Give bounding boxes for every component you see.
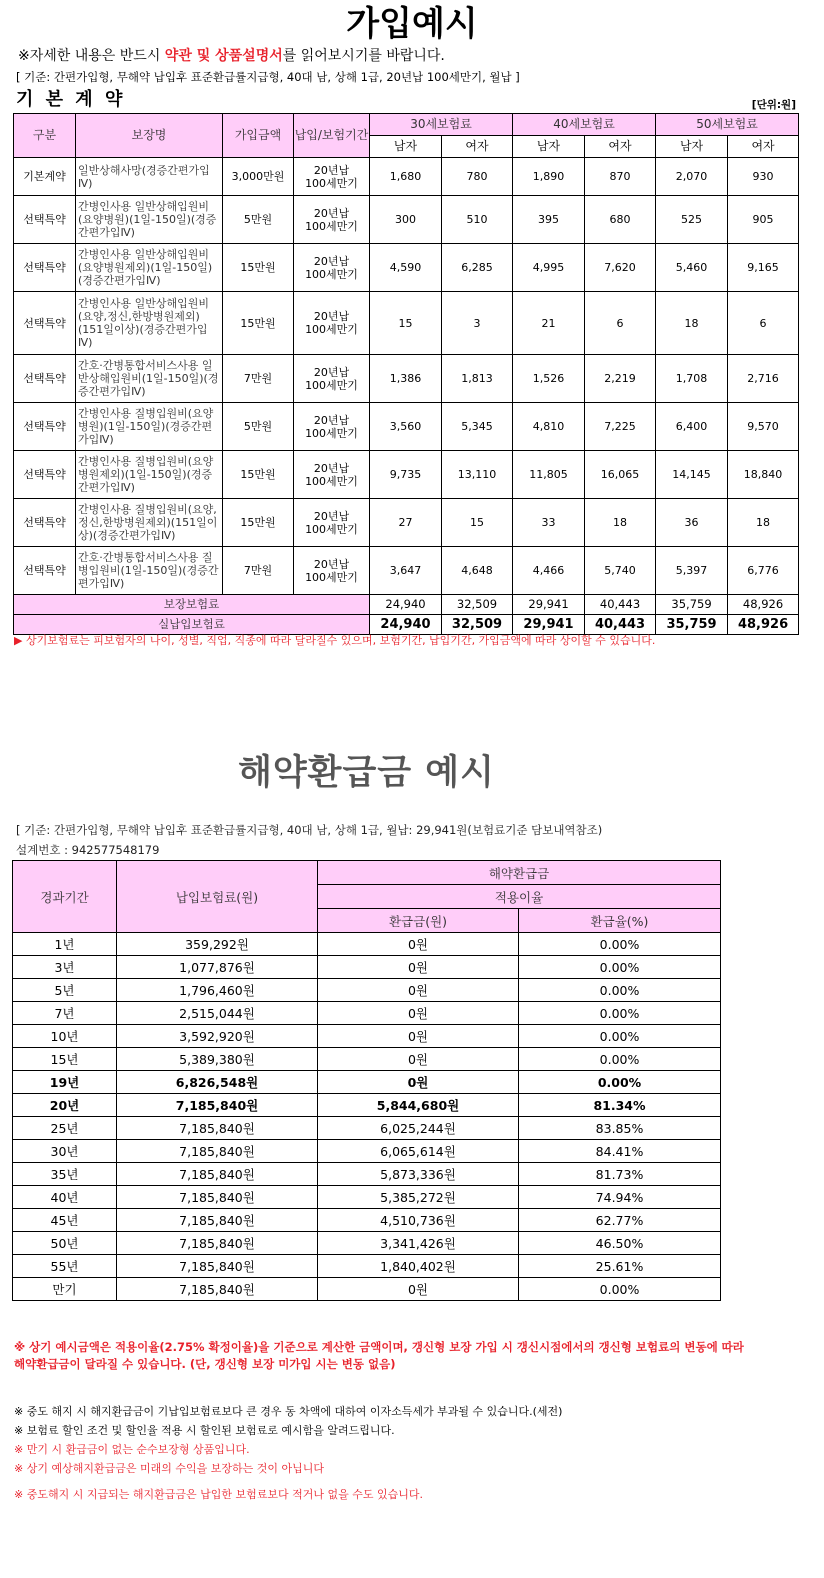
premium-value-cell: 18 xyxy=(585,499,656,547)
refund-amount-cell: 5,873,336원 xyxy=(318,1163,519,1186)
premium-value-cell: 33 xyxy=(513,499,585,547)
premium-value-cell: 27 xyxy=(370,499,442,547)
actual-total-cell: 48,926 xyxy=(728,615,799,635)
period-line: 20년납 xyxy=(313,509,350,523)
premium-value-cell: 1,680 xyxy=(370,158,442,196)
note-no-maturity: ※ 만기 시 환급금이 없는 순수보장형 상품입니다. xyxy=(14,1443,250,1456)
refund-rate-cell: 0.00% xyxy=(519,933,721,956)
header-paid: 납입보험료(원) xyxy=(117,861,318,933)
header-female: 여자 xyxy=(728,136,799,158)
premium-value-cell: 5,740 xyxy=(585,547,656,595)
premium-value-cell: 3,647 xyxy=(370,547,442,595)
coverage-name-cell: 간호·간병통합서비스사용 일반상해입원비(1일-150일)(경증간편가입Ⅳ) xyxy=(76,355,223,403)
header-age30: 30세보험료 xyxy=(370,114,513,136)
premium-value-cell: 7,225 xyxy=(585,403,656,451)
refund-amount-cell: 6,065,614원 xyxy=(318,1140,519,1163)
premium-value-cell: 15 xyxy=(370,292,442,355)
premium-total-label: 보장보험료 xyxy=(14,595,370,615)
note-no-guarantee: ※ 상기 예상해지환급금은 미래의 수익을 보장하는 것이 아닙니다 xyxy=(14,1462,324,1475)
refund-rate-cell: 0.00% xyxy=(519,1025,721,1048)
paid-cell: 3,592,920원 xyxy=(117,1025,318,1048)
paid-cell: 7,185,840원 xyxy=(117,1232,318,1255)
premium-value-cell: 2,070 xyxy=(656,158,728,196)
refund-amount-cell: 0원 xyxy=(318,1025,519,1048)
category-cell: 선택특약 xyxy=(14,451,76,499)
paid-cell: 2,515,044원 xyxy=(117,1002,318,1025)
amount-cell: 5만원 xyxy=(223,403,294,451)
refund-amount-cell: 0원 xyxy=(318,979,519,1002)
period-cell xyxy=(294,292,370,355)
actual-total-cell: 40,443 xyxy=(585,615,656,635)
period-line: 20년납 xyxy=(313,557,350,571)
paid-cell: 359,292원 xyxy=(117,933,318,956)
page-title: 가입예시 xyxy=(346,4,478,44)
premium-value-cell: 4,648 xyxy=(442,547,513,595)
header-refund-amount: 환급금(원) xyxy=(318,909,519,933)
premium-value-cell: 18 xyxy=(656,292,728,355)
paid-cell: 7,185,840원 xyxy=(117,1255,318,1278)
premium-value-cell: 4,810 xyxy=(513,403,585,451)
period-line: 100세만기 xyxy=(305,176,358,190)
category-cell: 선택특약 xyxy=(14,547,76,595)
category-cell: 선택특약 xyxy=(14,244,76,292)
category-cell: 선택특약 xyxy=(14,499,76,547)
paid-cell: 7,185,840원 xyxy=(117,1209,318,1232)
refund-amount-cell: 5,385,272원 xyxy=(318,1186,519,1209)
basis-text: [ 기준: 간편가입형, 무해약 납입후 표준환급률지급형, 40대 남, 상해 1급, 20년납 100세만기, 월납 ] xyxy=(16,70,520,84)
refund-rate-cell: 74.94% xyxy=(519,1186,721,1209)
premium-total-cell: 35,759 xyxy=(656,595,728,615)
coverage-name-cell: 간병인사용 일반상해입원비(요양병원제외)(1일-150일)(경증간편가입Ⅳ) xyxy=(76,244,223,292)
premium-row xyxy=(14,451,799,499)
header-age40: 40세보험료 xyxy=(513,114,656,136)
premium-value-cell: 1,890 xyxy=(513,158,585,196)
premium-value-cell: 3,560 xyxy=(370,403,442,451)
section-title: 기 본 계 약 xyxy=(16,89,126,110)
premium-row xyxy=(14,403,799,451)
refund-warning xyxy=(14,1339,744,1373)
header-elapsed: 경과기간 xyxy=(13,861,117,933)
refund-rate-cell: 83.85% xyxy=(519,1117,721,1140)
premium-total-cell: 24,940 xyxy=(370,595,442,615)
premium-value-cell: 6 xyxy=(585,292,656,355)
period-line: 100세만기 xyxy=(305,323,358,336)
refund-row xyxy=(13,1117,721,1140)
period-line: 100세만기 xyxy=(305,267,358,281)
actual-total-cell: 35,759 xyxy=(656,615,728,635)
premium-value-cell: 1,386 xyxy=(370,355,442,403)
premium-total-cell: 32,509 xyxy=(442,595,513,615)
actual-total-cell: 29,941 xyxy=(513,615,585,635)
elapsed-cell: 55년 xyxy=(13,1255,117,1278)
premium-row xyxy=(14,244,799,292)
amount-cell: 3,000만원 xyxy=(223,158,294,196)
premium-total-cell: 48,926 xyxy=(728,595,799,615)
refund-rate-cell: 0.00% xyxy=(519,979,721,1002)
elapsed-cell: 20년 xyxy=(13,1094,117,1117)
period-line: 100세만기 xyxy=(305,219,358,233)
refund-warning-line: 해약환급금이 달라질 수 있습니다. (단, 갱신형 보장 미가입 시는 변동 없음) xyxy=(14,1357,396,1371)
actual-total-cell: 32,509 xyxy=(442,615,513,635)
notice-post: 를 읽어보시기를 바랍니다. xyxy=(282,48,445,64)
header-category: 구분 xyxy=(14,114,76,158)
refund-amount-cell: 0원 xyxy=(318,1048,519,1071)
elapsed-cell: 19년 xyxy=(13,1071,117,1094)
elapsed-cell: 25년 xyxy=(13,1117,117,1140)
coverage-name-cell: 간호·간병통합서비스사용 질병입원비(1일-150일)(경증간편가입Ⅳ) xyxy=(76,547,223,595)
elapsed-cell: 1년 xyxy=(13,933,117,956)
refund-row xyxy=(13,1232,721,1255)
header-age50: 50세보험료 xyxy=(656,114,799,136)
paid-cell: 7,185,840원 xyxy=(117,1094,318,1117)
header-refund: 해약환급금 xyxy=(318,861,721,885)
elapsed-cell: 7년 xyxy=(13,1002,117,1025)
refund-amount-cell: 4,510,736원 xyxy=(318,1209,519,1232)
premium-value-cell: 905 xyxy=(728,196,799,244)
period-line: 20년납 xyxy=(313,310,350,323)
premium-total-cell: 40,443 xyxy=(585,595,656,615)
refund-row xyxy=(13,1025,721,1048)
amount-cell: 7만원 xyxy=(223,547,294,595)
period-line: 100세만기 xyxy=(305,426,358,440)
refund-amount-cell: 3,341,426원 xyxy=(318,1232,519,1255)
premium-value-cell: 6,400 xyxy=(656,403,728,451)
note-less-refund: ※ 중도해지 시 지급되는 해지환급금은 납입한 보험료보다 적거나 없을 수도 있습니다. xyxy=(14,1488,423,1501)
category-cell: 선택특약 xyxy=(14,196,76,244)
period-cell xyxy=(294,158,370,196)
premium-value-cell: 510 xyxy=(442,196,513,244)
period-line: 100세만기 xyxy=(305,522,358,536)
refund-rate-cell: 0.00% xyxy=(519,1002,721,1025)
refund-rate-cell: 0.00% xyxy=(519,956,721,979)
premium-value-cell: 18 xyxy=(728,499,799,547)
category-cell: 선택특약 xyxy=(14,403,76,451)
premium-table xyxy=(13,113,799,635)
period-line: 20년납 xyxy=(313,365,350,379)
design-number: 설계번호 : 942577548179 xyxy=(16,843,160,857)
refund-row xyxy=(13,956,721,979)
premium-value-cell: 36 xyxy=(656,499,728,547)
elapsed-cell: 35년 xyxy=(13,1163,117,1186)
coverage-name-cell: 일반상해사망(경증간편가입Ⅳ) xyxy=(76,158,223,196)
premium-value-cell: 1,708 xyxy=(656,355,728,403)
premium-value-cell: 16,065 xyxy=(585,451,656,499)
refund-amount-cell: 0원 xyxy=(318,1071,519,1094)
refund-row xyxy=(13,1094,721,1117)
period-cell xyxy=(294,403,370,451)
premium-value-cell: 5,345 xyxy=(442,403,513,451)
refund-rate-cell: 46.50% xyxy=(519,1232,721,1255)
amount-cell: 7만원 xyxy=(223,355,294,403)
amount-cell: 15만원 xyxy=(223,451,294,499)
premium-value-cell: 9,570 xyxy=(728,403,799,451)
header-female: 여자 xyxy=(585,136,656,158)
premium-value-cell: 780 xyxy=(442,158,513,196)
period-line: 100세만기 xyxy=(305,570,358,584)
notice-highlight: 약관 및 상품설명서 xyxy=(164,48,283,64)
refund-rate-cell: 0.00% xyxy=(519,1048,721,1071)
refund-rate-cell: 84.41% xyxy=(519,1140,721,1163)
paid-cell: 7,185,840원 xyxy=(117,1140,318,1163)
period-line: 20년납 xyxy=(313,254,350,268)
premium-value-cell: 6,776 xyxy=(728,547,799,595)
refund-row xyxy=(13,933,721,956)
refund-amount-cell: 0원 xyxy=(318,1278,519,1301)
category-cell: 기본계약 xyxy=(14,158,76,196)
premium-value-cell: 3 xyxy=(442,292,513,355)
elapsed-cell: 만기 xyxy=(13,1278,117,1301)
header-male: 남자 xyxy=(513,136,585,158)
premium-value-cell: 680 xyxy=(585,196,656,244)
header-amount: 가입금액 xyxy=(223,114,294,158)
elapsed-cell: 50년 xyxy=(13,1232,117,1255)
period-cell xyxy=(294,451,370,499)
premium-value-cell: 4,590 xyxy=(370,244,442,292)
refund-rate-cell: 62.77% xyxy=(519,1209,721,1232)
coverage-name-cell: 간병인사용 질병입원비(요양,정신,한방병원제외)(151일이상)(경증간편가입Ⅳ) xyxy=(76,499,223,547)
refund-row xyxy=(13,1071,721,1094)
note-tax: ※ 중도 해지 시 해지환급금이 기납입보험료보다 큰 경우 동 차액에 대하여 이자소득세가 부과될 수 있습니다.(세전) xyxy=(14,1405,563,1418)
premium-value-cell: 2,716 xyxy=(728,355,799,403)
header-coverage: 보장명 xyxy=(76,114,223,158)
premium-total-cell: 29,941 xyxy=(513,595,585,615)
actual-total-cell: 24,940 xyxy=(370,615,442,635)
period-line: 20년납 xyxy=(313,163,350,177)
premium-value-cell: 5,460 xyxy=(656,244,728,292)
refund-amount-cell: 5,844,680원 xyxy=(318,1094,519,1117)
premium-row xyxy=(14,158,799,196)
header-refund-rate: 환급율(%) xyxy=(519,909,721,933)
period-line: 100세만기 xyxy=(305,474,358,488)
premium-value-cell: 7,620 xyxy=(585,244,656,292)
premium-row xyxy=(14,292,799,355)
elapsed-cell: 15년 xyxy=(13,1048,117,1071)
refund-row xyxy=(13,1186,721,1209)
refund-basis-text: [ 기준: 간편가입형, 무해약 납입후 표준환급률지급형, 40대 남, 상해 1급, 월납: 29,941원(보험료기준 담보내역참조) xyxy=(16,823,603,837)
premium-value-cell: 18,840 xyxy=(728,451,799,499)
paid-cell: 7,185,840원 xyxy=(117,1186,318,1209)
category-cell: 선택특약 xyxy=(14,292,76,355)
refund-amount-cell: 0원 xyxy=(318,933,519,956)
header-male: 남자 xyxy=(370,136,442,158)
paid-cell: 1,077,876원 xyxy=(117,956,318,979)
elapsed-cell: 10년 xyxy=(13,1025,117,1048)
period-line: 20년납 xyxy=(313,413,350,427)
period-cell xyxy=(294,355,370,403)
premium-value-cell: 2,219 xyxy=(585,355,656,403)
period-cell xyxy=(294,547,370,595)
refund-row xyxy=(13,1209,721,1232)
refund-row xyxy=(13,1163,721,1186)
refund-rate-cell: 0.00% xyxy=(519,1071,721,1094)
refund-warning-line: ※ 상기 예시금액은 적용이율(2.75% 확정이율)을 기준으로 계산한 금액이며, 갱신형 보장 가입 시 갱신시점에서의 갱신형 보험료의 변동에 따라 xyxy=(14,1340,744,1354)
premium-value-cell: 15 xyxy=(442,499,513,547)
premium-value-cell: 14,145 xyxy=(656,451,728,499)
period-cell xyxy=(294,244,370,292)
period-line: 100세만기 xyxy=(305,378,358,392)
premium-value-cell: 300 xyxy=(370,196,442,244)
refund-amount-cell: 1,840,402원 xyxy=(318,1255,519,1278)
premium-value-cell: 5,397 xyxy=(656,547,728,595)
amount-cell: 15만원 xyxy=(223,499,294,547)
refund-amount-cell: 0원 xyxy=(318,956,519,979)
premium-value-cell: 4,466 xyxy=(513,547,585,595)
premium-value-cell: 13,110 xyxy=(442,451,513,499)
premium-row xyxy=(14,547,799,595)
category-cell: 선택특약 xyxy=(14,355,76,403)
premium-value-cell: 1,813 xyxy=(442,355,513,403)
refund-rate-cell: 81.34% xyxy=(519,1094,721,1117)
actual-total-label: 실납입보험료 xyxy=(14,615,370,635)
header-female: 여자 xyxy=(442,136,513,158)
premium-row xyxy=(14,499,799,547)
header-period: 납입/보험기간 xyxy=(294,114,370,158)
refund-rate-cell: 0.00% xyxy=(519,1278,721,1301)
coverage-name-cell: 간병인사용 일반상해입원비(요양병원)(1일-150일)(경증간편가입Ⅳ) xyxy=(76,196,223,244)
premium-value-cell: 930 xyxy=(728,158,799,196)
period-line: 20년납 xyxy=(313,206,350,220)
premium-value-cell: 395 xyxy=(513,196,585,244)
notice-pre: ※자세한 내용은 반드시 xyxy=(18,48,165,64)
period-cell xyxy=(294,499,370,547)
amount-cell: 5만원 xyxy=(223,196,294,244)
refund-rate-cell: 81.73% xyxy=(519,1163,721,1186)
refund-row xyxy=(13,979,721,1002)
notice-text xyxy=(18,47,445,65)
refund-row xyxy=(13,1140,721,1163)
header-rate-applied: 적용이율 xyxy=(318,885,721,909)
amount-cell: 15만원 xyxy=(223,292,294,355)
premium-value-cell: 4,995 xyxy=(513,244,585,292)
premium-footnote: ▶ 상기보험료는 피보험자의 나이, 성별, 직업, 직종에 따라 달라질수 있으며, 보험기간, 납입기간, 가입금액에 따라 상이할 수 있습니다. xyxy=(14,634,656,647)
paid-cell: 7,185,840원 xyxy=(117,1278,318,1301)
elapsed-cell: 5년 xyxy=(13,979,117,1002)
refund-row xyxy=(13,1048,721,1071)
premium-value-cell: 9,165 xyxy=(728,244,799,292)
paid-cell: 6,826,548원 xyxy=(117,1071,318,1094)
paid-cell: 7,185,840원 xyxy=(117,1163,318,1186)
premium-value-cell: 21 xyxy=(513,292,585,355)
coverage-name-cell: 간병인사용 일반상해입원비(요양,정신,한방병원제외)(151일이상)(경증간편가입Ⅳ) xyxy=(76,292,223,355)
elapsed-cell: 30년 xyxy=(13,1140,117,1163)
premium-value-cell: 6,285 xyxy=(442,244,513,292)
elapsed-cell: 40년 xyxy=(13,1186,117,1209)
premium-value-cell: 1,526 xyxy=(513,355,585,403)
premium-value-cell: 6 xyxy=(728,292,799,355)
paid-cell: 7,185,840원 xyxy=(117,1117,318,1140)
premium-value-cell: 870 xyxy=(585,158,656,196)
premium-row xyxy=(14,355,799,403)
premium-value-cell: 9,735 xyxy=(370,451,442,499)
unit-label: [단위:원] xyxy=(751,99,796,111)
premium-value-cell: 525 xyxy=(656,196,728,244)
refund-table xyxy=(12,860,721,1301)
coverage-name-cell: 간병인사용 질병입원비(요양병원)(1일-150일)(경증간편가입Ⅳ) xyxy=(76,403,223,451)
refund-title: 해약환급금 예시 xyxy=(238,753,495,793)
refund-amount-cell: 0원 xyxy=(318,1002,519,1025)
paid-cell: 1,796,460원 xyxy=(117,979,318,1002)
elapsed-cell: 3년 xyxy=(13,956,117,979)
premium-value-cell: 11,805 xyxy=(513,451,585,499)
refund-row xyxy=(13,1278,721,1301)
refund-row xyxy=(13,1255,721,1278)
coverage-name-cell: 간병인사용 질병입원비(요양병원제외)(1일-150일)(경증간편가입Ⅳ) xyxy=(76,451,223,499)
note-discount: ※ 보험료 할인 조건 및 할인율 적용 시 할인된 보험료로 예시함을 알려드립니다. xyxy=(14,1424,395,1437)
refund-row xyxy=(13,1002,721,1025)
paid-cell: 5,389,380원 xyxy=(117,1048,318,1071)
refund-rate-cell: 25.61% xyxy=(519,1255,721,1278)
header-male: 남자 xyxy=(656,136,728,158)
refund-amount-cell: 6,025,244원 xyxy=(318,1117,519,1140)
amount-cell: 15만원 xyxy=(223,244,294,292)
elapsed-cell: 45년 xyxy=(13,1209,117,1232)
period-line: 20년납 xyxy=(313,461,350,475)
premium-row xyxy=(14,196,799,244)
period-cell xyxy=(294,196,370,244)
